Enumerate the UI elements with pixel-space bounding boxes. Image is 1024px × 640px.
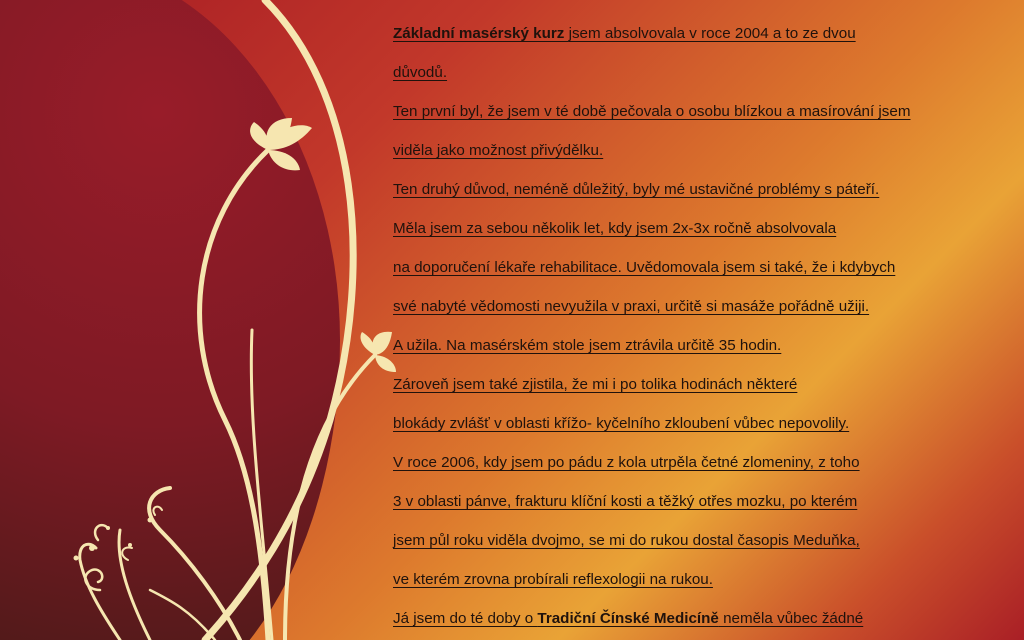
- text-line-11[interactable]: blokády zvlášť v oblasti křížo- kyčelního zkloubení vůbec nepovolily.: [393, 415, 850, 432]
- text-line-7[interactable]: na doporučení lékaře rehabilitace. Uvědomovala jsem si také, že i kdybych: [393, 259, 896, 276]
- text-line-8[interactable]: své nabyté vědomosti nevyužila v praxi, určitě si masáže pořádně užiji.: [393, 298, 870, 315]
- text-line-1[interactable]: [393, 14, 993, 53]
- text-line-5[interactable]: Ten druhý důvod, neméně důležitý, byly mé ustavičné problémy s páteří.: [393, 181, 880, 198]
- text-line-2[interactable]: důvodů.: [393, 64, 448, 81]
- text-line-16-after: neměla vůbec žádné: [718, 610, 864, 627]
- text-line-16-before: Já jsem do té doby o: [393, 610, 538, 627]
- text-line-12[interactable]: V roce 2006, kdy jsem po pádu z kola utrpěla četné zlomeniny, z toho: [393, 454, 860, 471]
- text-line-9[interactable]: A užila. Na masérském stole jsem ztrávila určitě 35 hodin.: [393, 337, 782, 354]
- text-line-3[interactable]: Ten první byl, že jsem v té době pečovala o osobu blízkou a masírování jsem: [393, 103, 911, 120]
- text-line-15[interactable]: ve kterém zrovna probírali reflexologii na rukou.: [393, 571, 713, 588]
- text-line-4[interactable]: viděla jako možnost přivýdělku.: [393, 142, 604, 159]
- text-line-14[interactable]: jsem půl roku viděla dvojmo, se mi do rukou dostal časopis Meduňka,: [393, 532, 860, 549]
- text-line-13[interactable]: 3 v oblasti pánve, frakturu klíční kosti a těžký otřes mozku, po kterém: [393, 493, 858, 510]
- course-title-bold: Základní masérský kurz: [393, 25, 569, 42]
- article-text: [393, 14, 993, 638]
- text-line-16[interactable]: [393, 599, 993, 638]
- text-line-6[interactable]: Měla jsem za sebou několik let, kdy jsem 2x-3x ročně absolvovala: [393, 220, 837, 237]
- text-line-1-rest: jsem absolvovala v roce 2004 a to ze dvou: [568, 25, 856, 42]
- text-line-10[interactable]: Zároveň jsem také zjistila, že mi i po tolika hodinách některé: [393, 376, 798, 393]
- tcm-link-bold[interactable]: Tradiční Čínské Medicíně: [537, 610, 719, 627]
